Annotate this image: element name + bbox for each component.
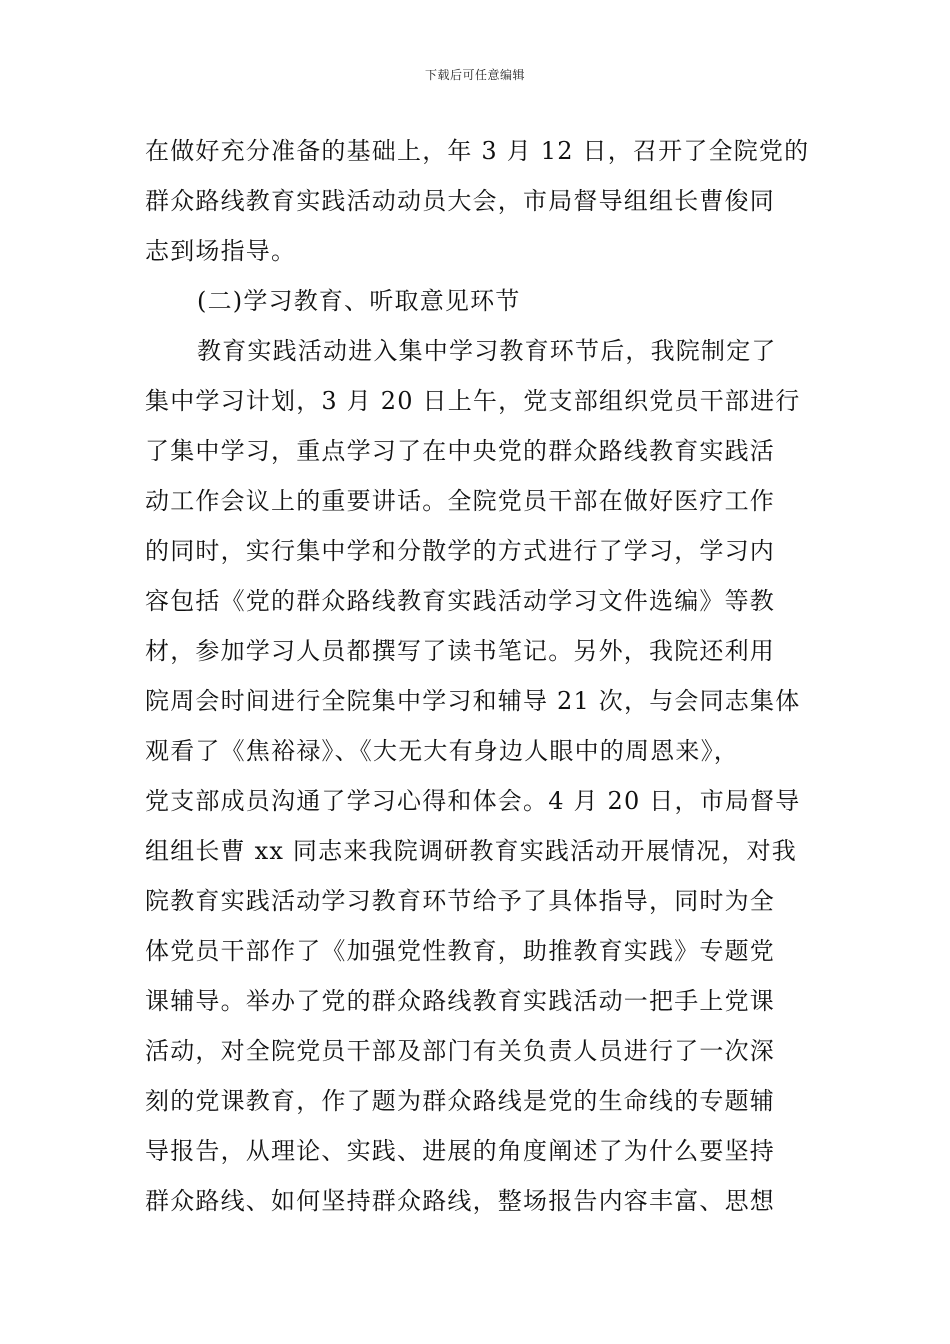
- text-line: 集中学习计划，3 月 20 日上午，党支部组织党员干部进行: [145, 387, 801, 415]
- text-line: 群众路线教育实践活动动员大会，市局督导组组长曹俊同: [145, 187, 775, 215]
- text-line: 动工作会议上的重要讲话。全院党员干部在做好医疗工作: [145, 487, 775, 515]
- text-line: 群众路线、如何坚持群众路线，整场报告内容丰富、思想: [145, 1187, 775, 1215]
- text-line: 课辅导。举办了党的群众路线教育实践活动一把手上党课: [145, 987, 775, 1015]
- text-line: 的同时，实行集中学和分散学的方式进行了学习，学习内: [145, 537, 775, 565]
- text-line: 党支部成员沟通了学习心得和体会。4 月 20 日，市局督导: [145, 787, 801, 815]
- body-text: [145, 126, 815, 1226]
- text-line: 刻的党课教育，作了题为群众路线是党的生命线的专题辅: [145, 1087, 775, 1115]
- text-line: 院教育实践活动学习教育环节给予了具体指导，同时为全: [145, 887, 775, 915]
- text-line: 观看了《焦裕禄》、《大无大有身边人眼中的周恩来》，: [145, 737, 739, 765]
- page-header: 下载后可任意编辑: [424, 68, 525, 82]
- text-line: 材，参加学习人员都撰写了读书笔记。另外，我院还利用: [145, 637, 775, 665]
- text-line: 组组长曹 xx 同志来我院调研教育实践活动开展情况，对我: [145, 837, 797, 865]
- text-line: 体党员干部作了《加强党性教育，助推教育实践》专题党: [145, 937, 775, 965]
- text-line: 活动，对全院党员干部及部门有关负责人员进行了一次深: [145, 1037, 775, 1065]
- text-line: 院周会时间进行全院集中学习和辅导 21 次，与会同志集体: [145, 687, 801, 715]
- text-line: 志到场指导。: [145, 237, 297, 265]
- text-line: 导报告，从理论、实践、进展的角度阐述了为什么要坚持: [145, 1137, 775, 1165]
- text-line: 在做好充分准备的基础上，年 3 月 12 日，召开了全院党的: [145, 137, 810, 165]
- section-heading: (二)学习教育、听取意见环节: [197, 287, 521, 315]
- text-line: 了集中学习，重点学习了在中央党的群众路线教育实践活: [145, 437, 775, 465]
- text-line: 容包括《党的群众路线教育实践活动学习文件选编》等教: [145, 587, 775, 615]
- paragraph-first-line: 教育实践活动进入集中学习教育环节后，我院制定了: [197, 337, 777, 365]
